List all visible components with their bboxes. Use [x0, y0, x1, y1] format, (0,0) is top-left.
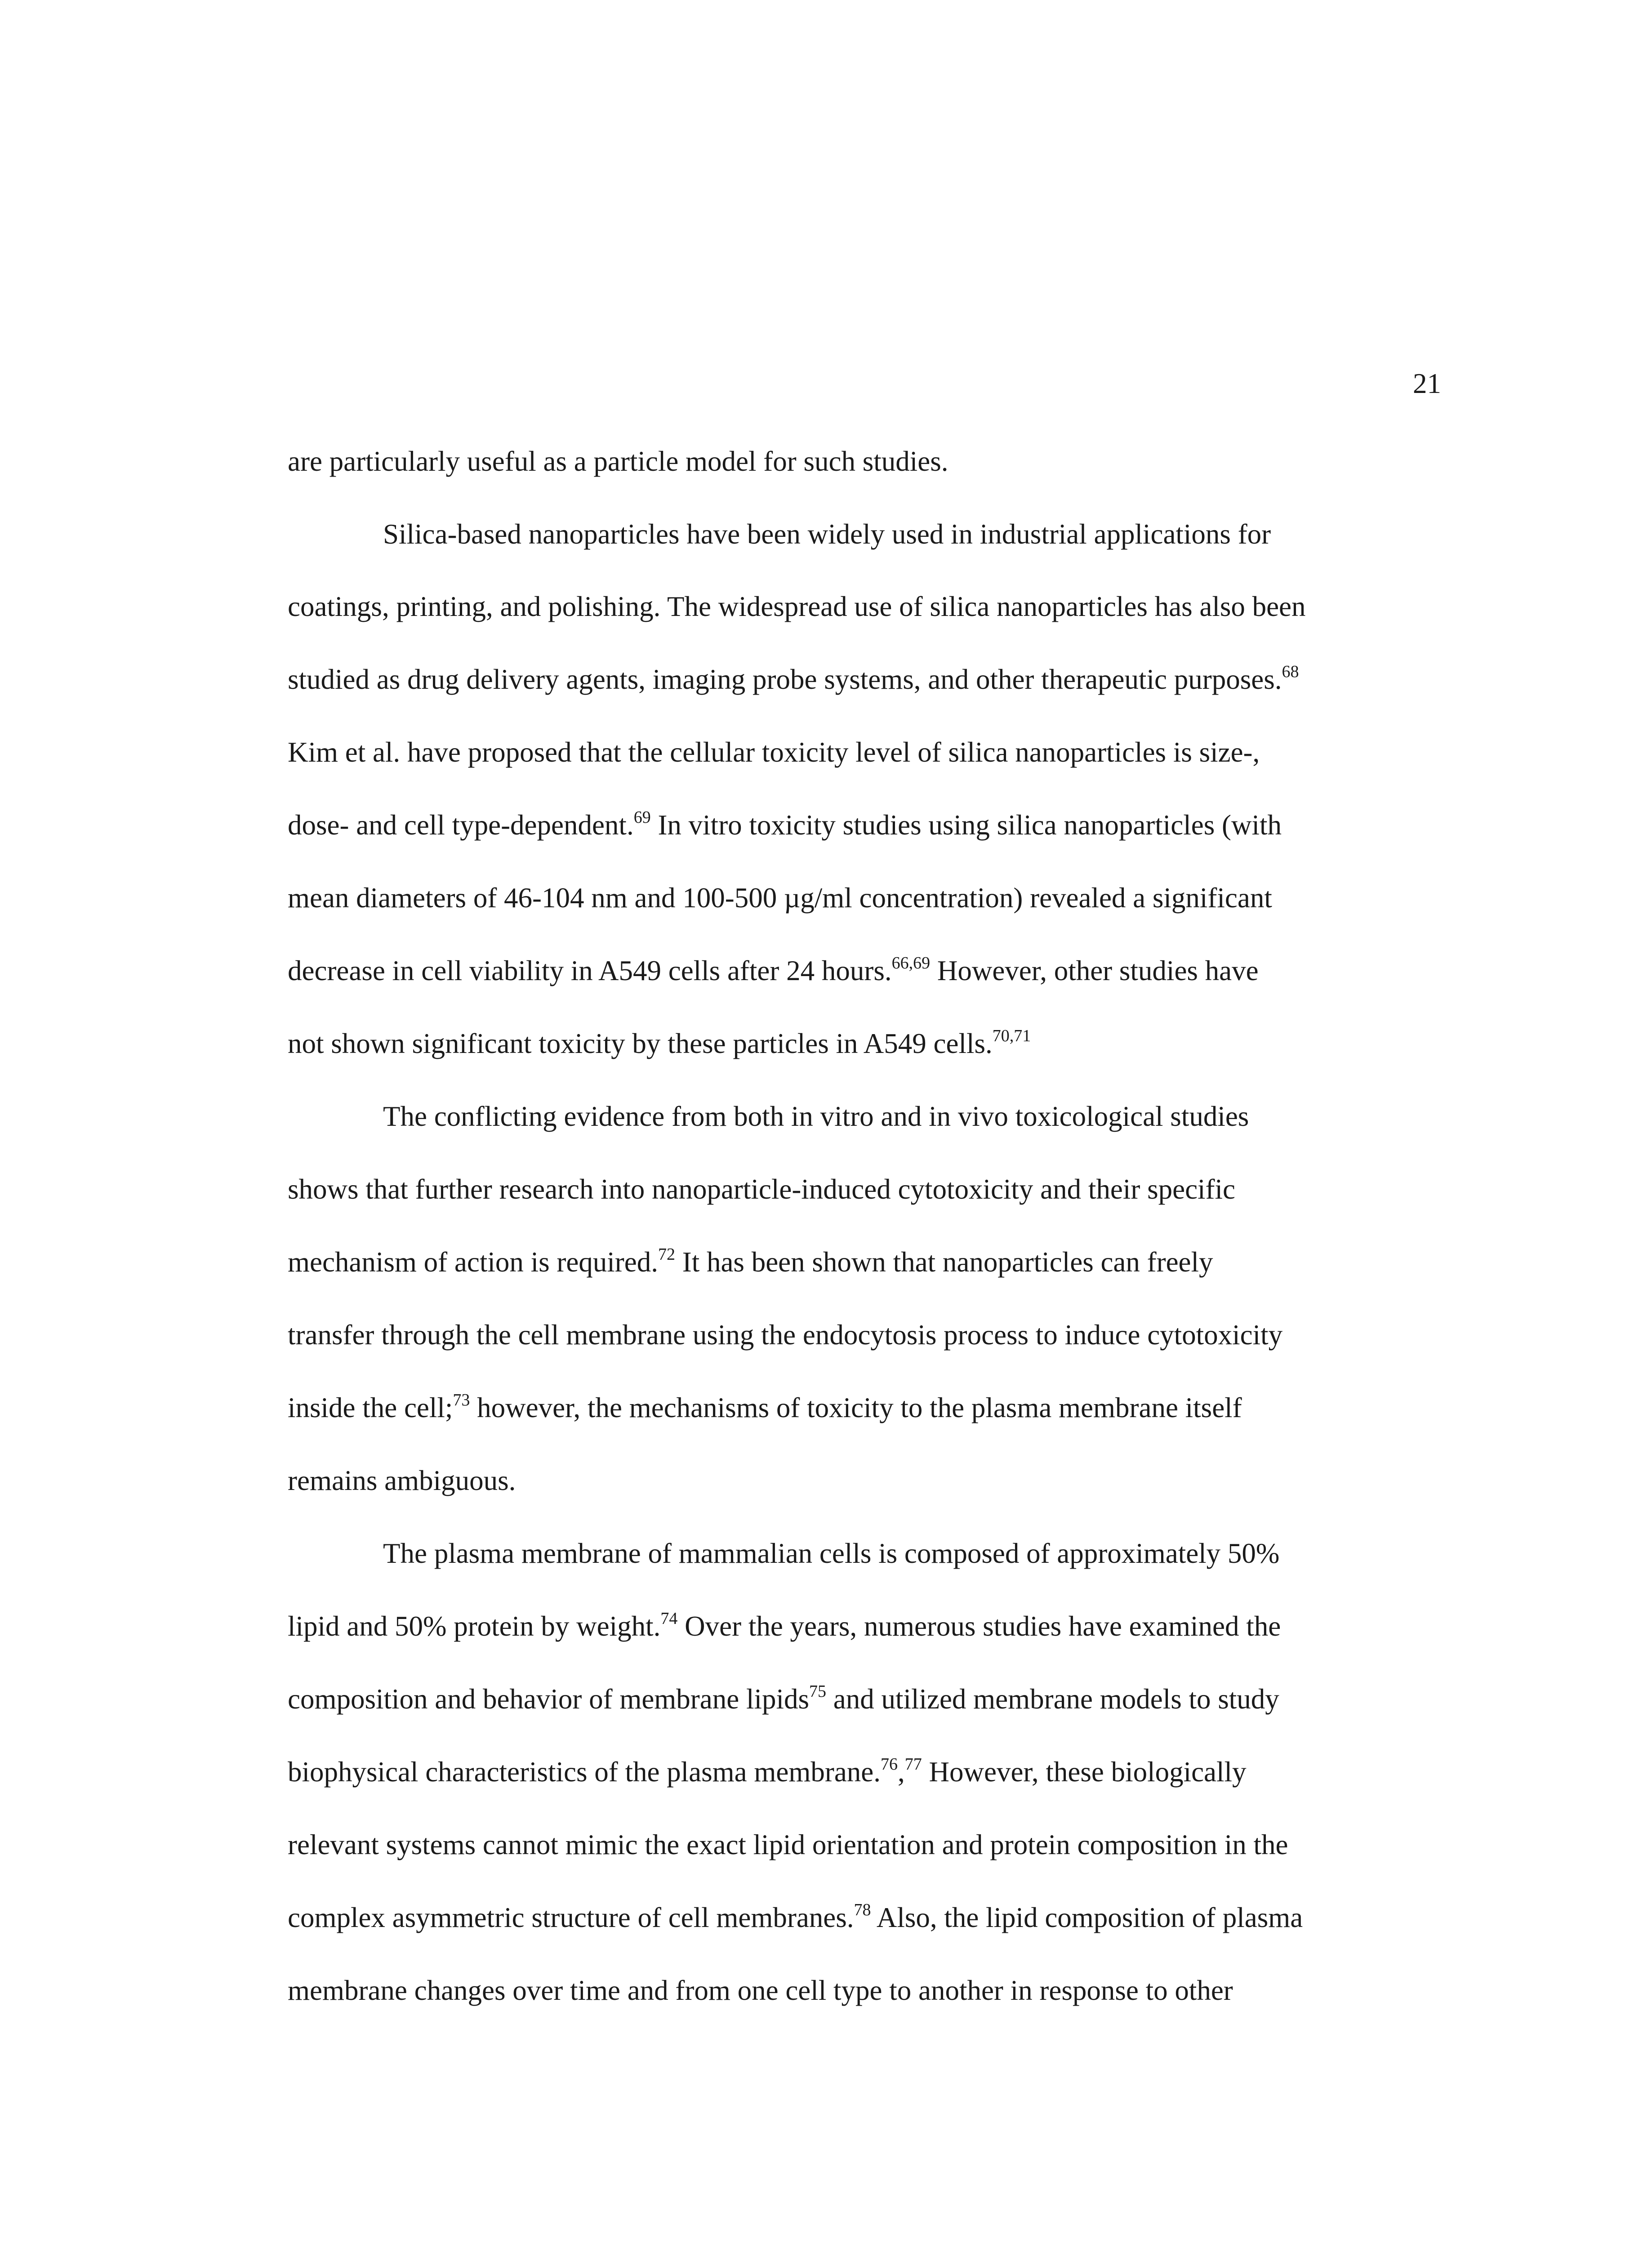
text-line: are particularly useful as a particle model for such studies.	[288, 446, 948, 477]
text-line: composition and behavior of membrane lipids$^{75}$ and utilized membrane models to study	[288, 1682, 1279, 1715]
text-line: mean diameters of 46-104 nm and 100-500 µg/ml concentration) revealed a significant	[288, 882, 1272, 914]
text-line: mechanism of action is required.$^{72}$ It has been shown that nanoparticles can freely	[288, 1245, 1213, 1278]
citation: 68	[1282, 662, 1299, 681]
text-line: inside the cell;$^{73}$ however, the mechanisms of toxicity to the plasma membrane itself	[288, 1391, 1242, 1423]
text-line: Silica-based nanoparticles have been widely used in industrial applications for	[383, 518, 1271, 550]
citation: 77	[904, 1755, 922, 1774]
text-line: studied as drug delivery agents, imaging probe systems, and other therapeutic purposes.$^{68}$	[288, 662, 1299, 695]
text-line: The conflicting evidence from both in vitro and in vivo toxicological studies	[383, 1101, 1249, 1132]
text-line: coatings, printing, and polishing. The widespread use of silica nanoparticles has also been	[288, 591, 1306, 622]
citation: 74	[660, 1609, 678, 1628]
text-line: shows that further research into nanoparticle-induced cytotoxicity and their specific	[288, 1173, 1235, 1205]
citation: 78	[854, 1900, 871, 1919]
text-line: membrane changes over time and from one cell type to another in response to other	[288, 1975, 1233, 2006]
text-line: transfer through the cell membrane using the endocytosis process to induce cytotoxicity	[288, 1319, 1283, 1351]
citation: 66,69	[891, 954, 931, 972]
citation: 75	[809, 1682, 826, 1701]
text-line: The plasma membrane of mammalian cells is composed of approximately 50%	[383, 1538, 1280, 1569]
text-line: dose- and cell type-dependent.$^{69}$ In vitro toxicity studies using silica nanoparticles (with	[288, 808, 1282, 841]
text-line: biophysical characteristics of the plasma membrane.$^{76}$,$^{77}$ However, these biologically	[288, 1755, 1247, 1788]
citation: 72	[658, 1245, 675, 1264]
citation: 76	[881, 1755, 898, 1774]
text-line: remains ambiguous.	[288, 1465, 516, 1496]
citation: 73	[453, 1391, 470, 1409]
text-line: decrease in cell viability in A549 cells after 24 hours.$^{66,69}$ However, other studies have	[288, 954, 1259, 986]
text-line: relevant systems cannot mimic the exact lipid orientation and protein composition in the	[288, 1829, 1288, 1860]
citation: 69	[633, 808, 651, 827]
text-line: Kim et al. have proposed that the cellular toxicity level of silica nanoparticles is size-,	[288, 736, 1260, 768]
text-line: lipid and 50% protein by weight.$^{74}$ Over the years, numerous studies have examined the	[288, 1609, 1281, 1642]
text-line: complex asymmetric structure of cell membranes.$^{78}$ Also, the lipid composition of plasma	[288, 1900, 1303, 1933]
text-line: not shown significant toxicity by these particles in A549 cells.$^{70,71}$	[288, 1026, 1031, 1059]
citation: 70,71	[992, 1026, 1031, 1045]
page-number: 21	[1413, 368, 1441, 399]
